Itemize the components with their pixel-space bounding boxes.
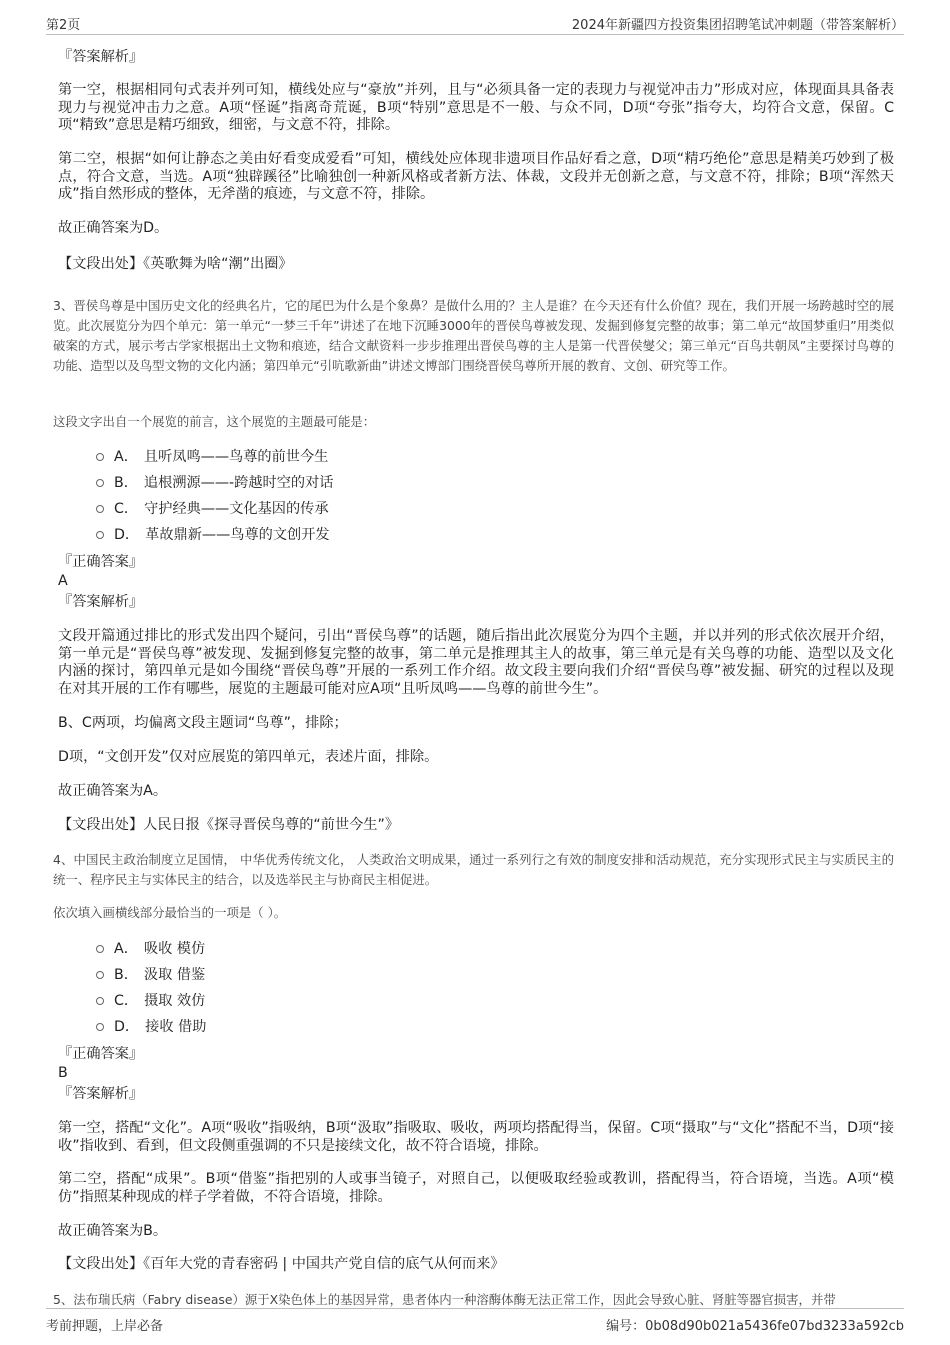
q3-answer: A — [58, 573, 68, 589]
q3-option-b[interactable]: B． 追根溯源——-跨越时空的对话 — [96, 470, 333, 496]
radio-icon[interactable] — [96, 531, 104, 539]
q2-analysis-p1: 第一空，根据相同句式表并列可知，横线处应与“豪放”并列，且与“必须具备一定的表现力与视觉冲击力”形成对应，体现面具具备表现力与视觉冲击力之意。A项“怪诞”指离奇荒诞，B项“特别”意思是不一般、与众不同，D项“夸张”指夸大，均符合文意，保留。C项“精致”意思是精巧细致，细密，与文意不符，排除。 — [58, 82, 894, 133]
q2-source: 【文段出处】《英歌舞为啥“潮”出圈》 — [58, 256, 293, 272]
q3-options — [96, 444, 333, 548]
q5-stem-partial: 5、法布瑞氏病（Fabry disease）源于X染色体上的基因异常，患者体内一种溶酶体酶无法正常工作，因此会导致心脏、肾脏等器官损害，并带 — [53, 1292, 836, 1307]
q3-analysis-p2: B、C两项，均偏离文段主题词“鸟尊”，排除； — [58, 715, 348, 731]
q3-source: 【文段出处】人民日报《探寻晋侯鸟尊的“前世今生”》 — [58, 817, 400, 833]
q3-analysis-p1: 文段开篇通过排比的形式发出四个疑问，引出“晋侯鸟尊”的话题，随后指出此次展览分为四个主题，并以并列的形式依次展开介绍，第一单元是“晋侯鸟尊”被发现、发掘到修复完整的故事，第二单元是推理其主人的故事，第三单元是有关鸟尊的功能、造型以及文化内涵的探讨，第四单元是如今围绕“晋侯鸟尊”开展的一系列工作介绍。故文段主要向我们介绍“晋侯鸟尊”被发掘、研究的过程以及现在对其开展的工作有哪些，展览的主题最可能对应A项“且听凤鸣——鸟尊的前世今生”。 — [58, 628, 894, 697]
page-content — [53, 42, 894, 1307]
radio-icon[interactable] — [96, 1023, 104, 1031]
document-id: 编号：0b08d90b021a5436fe07bd3233a592cb — [606, 1319, 904, 1334]
q3-option-d[interactable]: D． 革故鼎新——鸟尊的文创开发 — [96, 522, 333, 548]
q4-prompt: 依次填入画横线部分最恰当的一项是（ ）。 — [53, 905, 287, 920]
radio-icon[interactable] — [96, 479, 104, 487]
radio-icon[interactable] — [96, 505, 104, 513]
q4-option-d[interactable]: D． 接收 借助 — [96, 1014, 206, 1040]
document-title: 2024年新疆四方投资集团招聘笔试冲刺题（带答案解析） — [571, 18, 904, 33]
q4-analysis-p2: 第二空，搭配“成果”。B项“借鉴”指把别的人或事当镜子，对照自己，以便吸取经验或教训，搭配得当，符合语境，当选。A项“模仿”指照某种现成的样子学着做，不符合语境，排除。 — [58, 1171, 894, 1205]
radio-icon[interactable] — [96, 945, 104, 953]
q3-stem: 3、晋侯鸟尊是中国历史文化的经典名片，它的尾巴为什么是个象鼻？是做什么用的？主人是谁？在今天还有什么价值？现在，我们开展一场跨越时空的展览。此次展览分为四个单元：第一单元“一梦三千年”讲述了在地下沉睡3000年的晋侯鸟尊被发现、发掘到修复完整的故事；第二单元“故国梦重归”用类似破案的方式，展示考古学家根据出土文物和痕迹，结合文献资料一步步推理出晋侯鸟尊的主人是第一代晋侯燮父；第三单元“百鸟共朝凤”主要探讨鸟尊的功能、造型以及鸟型文物的文化内涵；第四单元“引吭歌新曲”讲述文博部门围绕晋侯鸟尊所开展的教育、文创、研究等工作。 — [53, 298, 894, 373]
q4-answer-label: 『正确答案』 — [58, 1046, 144, 1062]
q3-prompt: 这段文字出自一个展览的前言，这个展览的主题最可能是： — [53, 414, 376, 429]
q4-stem: 4、中国民主政治制度立足国情， 中华优秀传统文化， 人类政治文明成果，通过一系列行之有效的制度安排和活动规范，充分实现形式民主与实质民主的统一、程序民主与实体民主的结合，以及选举民主与协商民主相促进。 — [53, 852, 894, 887]
q3-conclusion: 故正确答案为A。 — [58, 783, 168, 799]
q4-analysis-label: 『答案解析』 — [58, 1086, 144, 1102]
q2-analysis-label: 『答案解析』 — [58, 49, 144, 65]
q2-conclusion: 故正确答案为D。 — [58, 220, 169, 236]
q4-source: 【文段出处】《百年大党的青春密码 | 中国共产党自信的底气从何而来》 — [58, 1256, 505, 1272]
q4-answer: B — [58, 1065, 68, 1081]
radio-icon[interactable] — [96, 997, 104, 1005]
q4-option-b[interactable]: B． 汲取 借鉴 — [96, 962, 206, 988]
footer-slogan: 考前押题，上岸必备 — [46, 1319, 164, 1334]
q4-analysis-p1: 第一空，搭配“文化”。A项“吸收”指吸纳，B项“汲取”指吸取、吸收，两项均搭配得当，保留。C项“摄取”与“文化”搭配不当，D项“接收”指收到、看到，但文段侧重强调的不只是接续文化，故不符合语境，排除。 — [58, 1120, 894, 1154]
q2-analysis-p2: 第二空，根据“如何让静态之美由好看变成爱看”可知，横线处应体现非遗项目作品好看之意，D项“精巧绝伦”意思是精美巧妙到了极点，符合文意，当选。A项“独辟蹊径”比喻独创一种新风格或者新方法、体裁，文段并无创新之意，与文意不符，排除；B项“浑然天成”指自然形成的整体，无斧凿的痕迹，与文意不符，排除。 — [58, 151, 894, 202]
q4-options — [96, 936, 206, 1040]
page-header — [46, 12, 904, 35]
page-footer — [46, 1308, 904, 1335]
q3-option-a[interactable]: A． 且听凤鸣——鸟尊的前世今生 — [96, 444, 333, 470]
q3-analysis-label: 『答案解析』 — [58, 594, 144, 610]
page-number: 第2页 — [46, 18, 81, 33]
radio-icon[interactable] — [96, 971, 104, 979]
radio-icon[interactable] — [96, 453, 104, 461]
q4-option-a[interactable]: A． 吸收 模仿 — [96, 936, 206, 962]
q4-conclusion: 故正确答案为B。 — [58, 1223, 168, 1239]
q3-analysis-p3: D项，“文创开发”仅对应展览的第四单元，表述片面，排除。 — [58, 749, 439, 765]
q4-option-c[interactable]: C． 摄取 效仿 — [96, 988, 206, 1014]
q3-option-c[interactable]: C． 守护经典——文化基因的传承 — [96, 496, 333, 522]
q3-answer-label: 『正确答案』 — [58, 554, 144, 570]
